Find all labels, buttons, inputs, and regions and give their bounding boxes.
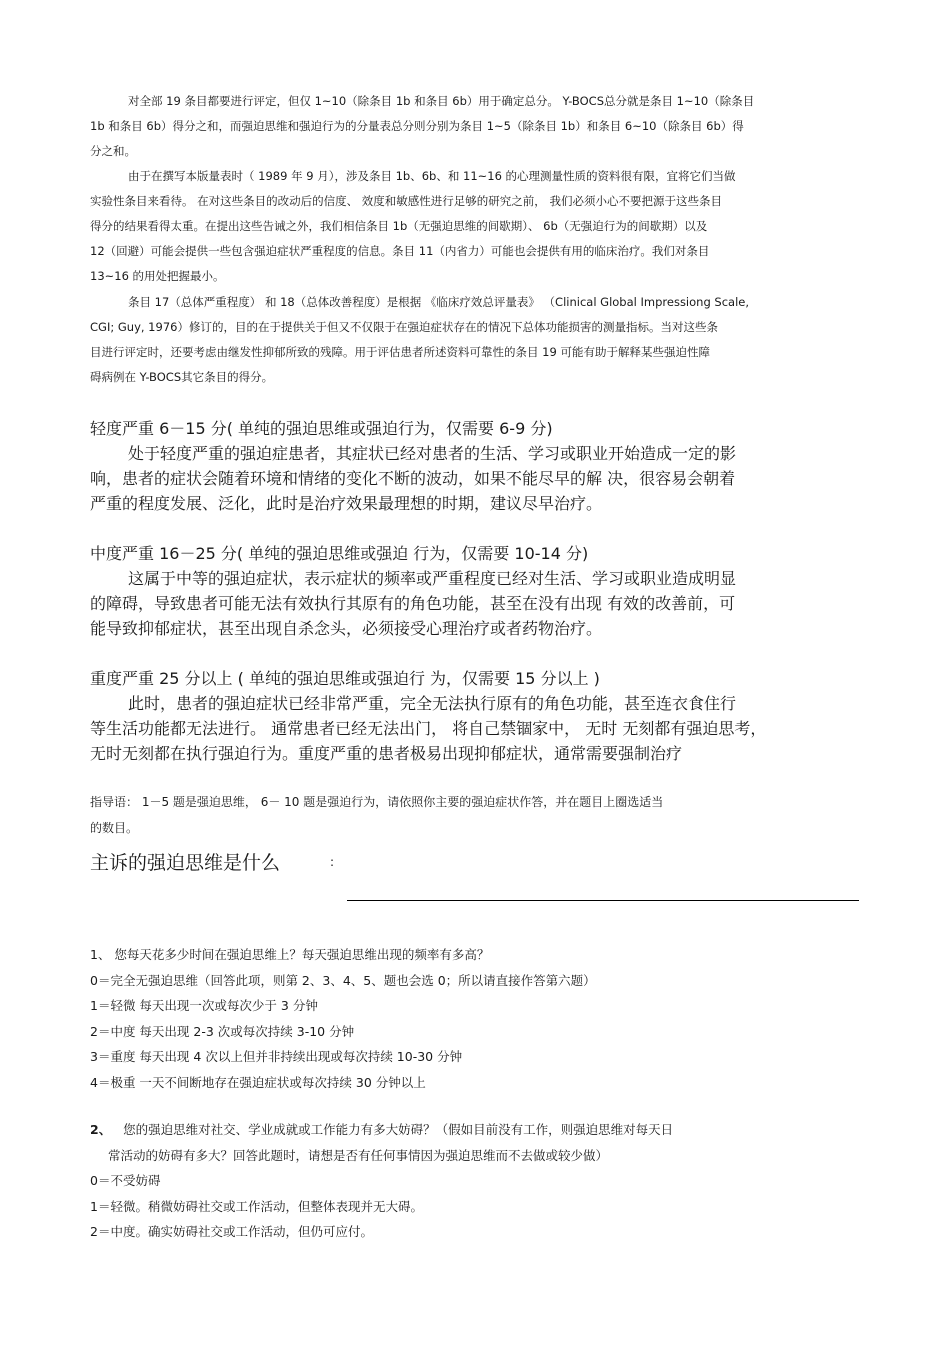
text-line: 这属于中等的强迫症状，表示症状的频率或严重程度已经对生活、学习或职业造成明显 <box>128 569 737 588</box>
intro-paragraph-1 <box>90 89 870 164</box>
text-line: 13~16 的用处把握最小。 <box>90 269 225 283</box>
question-2 <box>90 1117 890 1245</box>
severity-severe-title: 重度严重 25 分以上 ( 单纯的强迫思维或强迫行 为，仅需要 15 分以上 ) <box>90 669 600 688</box>
severity-moderate-title: 中度严重 16－25 分( 单纯的强迫思维或强迫 行为，仅需要 10-14 分) <box>90 544 589 563</box>
complaint-answer-line[interactable] <box>347 900 859 901</box>
severity-severe-section <box>90 666 870 766</box>
text-line: 的障碍，导致患者可能无法有效执行其原有的角色功能，甚至在没有出现 有效的改善前，可 <box>90 594 736 613</box>
text-line: 严重的程度发展、泛化，此时是治疗效果最理想的时期，建议尽早治疗。 <box>90 494 603 513</box>
guide-instructions <box>90 790 890 841</box>
answer-option[interactable]: 0＝完全无强迫思维（回答此项，则第 2、3、4、5、题也会选 0；所以请直接作答第六题） <box>90 972 596 988</box>
text-line: 此时，患者的强迫症状已经非常严重，完全无法执行原有的角色功能，甚至连衣食住行 <box>128 694 737 713</box>
question-2-number: 2、 <box>90 1122 112 1137</box>
text-line: 指导语： 1－5 题是强迫思维， 6－ 10 题是强迫行为，请依照你主要的强迫症状作答，并在题目上圈选适当 <box>90 795 664 809</box>
question-1 <box>90 942 890 1095</box>
complaint-colon: : <box>330 855 335 869</box>
text-line: 无时无刻都在执行强迫行为。重度严重的患者极易出现抑郁症状，通常需要强制治疗 <box>90 744 683 763</box>
text-line: 实验性条目来看待。 在对这些条目的改动后的信度、 效度和敏感性进行足够的研究之前， 我们必须小心不要把源于这些条目 <box>90 194 722 208</box>
intro-paragraph-2 <box>90 164 870 289</box>
text-line: 的数目。 <box>90 820 139 835</box>
question-2-title-line: 您的强迫思维对社交、学业成就或工作能力有多大妨碍？（假如目前没有工作，则强迫思维对每天日 <box>123 1122 674 1137</box>
answer-option[interactable]: 0＝不受妨碍 <box>90 1173 161 1188</box>
severity-mild-section <box>90 416 870 516</box>
text-line: 能导致抑郁症状，甚至出现自杀念头，必须接受心理治疗或者药物治疗。 <box>90 619 603 638</box>
text-line: CGI; Guy, 1976）修订的，目的在于提供关于但又不仅限于在强迫症状存在的情况下总体功能损害的测量指标。当对这些条 <box>90 320 718 334</box>
text-line: 碍病例在 Y-BOCS其它条目的得分。 <box>90 370 274 384</box>
severity-moderate-section <box>90 541 870 641</box>
question-2-title <box>90 1117 890 1143</box>
answer-option[interactable]: 2＝中度 每天出现 2-3 次或每次持续 3-10 分钟 <box>90 1023 355 1039</box>
text-line: 得分的结果看得太重。在提出这些告诫之外，我们相信条目 1b（无强迫思维的间歇期）、 6b（无强迫行为的间歇期）以及 <box>90 219 708 233</box>
answer-option[interactable]: 3＝重度 每天出现 4 次以上但并非持续出现或每次持续 10-30 分钟 <box>90 1049 463 1064</box>
intro-paragraph-3 <box>90 290 870 390</box>
text-line: 条目 17（总体严重程度） 和 18（总体改善程度）是根据 《临床疗效总评量表》 （Clinical Global Impressiong Scale, <box>128 295 750 309</box>
text-line: 目进行评定时，还要考虑由继发性抑郁所致的残障。用于评估患者所述资料可靠性的条目 19 可能有助于解释某些强迫性障 <box>90 345 710 359</box>
text-line: 处于轻度严重的强迫症患者，其症状已经对患者的生活、学习或职业开始造成一定的影 <box>128 444 737 463</box>
answer-option[interactable]: 1＝轻微 每天出现一次或每次少于 3 分钟 <box>90 998 318 1013</box>
answer-option[interactable]: 2＝中度。确实妨碍社交或工作活动，但仍可应付。 <box>90 1224 373 1239</box>
text-line: 分之和。 <box>90 144 136 158</box>
text-line: 12（回避）可能会提供一些包含强迫症状严重程度的信息。条目 11（内省力）可能也会提供有用的临床治疗。我们对条目 <box>90 244 710 258</box>
text-line: 对全部 19 条目都要进行评定，但仅 1~10（除条目 1b 和条目 6b）用于确定总分。 Y-BOCS总分就是条目 1~10（除条目 <box>128 94 755 108</box>
answer-option[interactable]: 1＝轻微。稍微妨碍社交或工作活动，但整体表现并无大碍。 <box>90 1198 423 1214</box>
question-2-title-line: 常活动的妨碍有多大？回答此题时，请想是否有任何事情因为强迫思维而不去做或较少做） <box>108 1147 609 1163</box>
text-line: 由于在撰写本版量表时（ 1989 年 9 月），涉及条目 1b、6b、和 11~16 的心理测量性质的资料很有限，宜将它们当做 <box>128 169 736 183</box>
severity-mild-title: 轻度严重 6－15 分( 单纯的强迫思维或强迫行为，仅需要 6-9 分) <box>90 419 553 438</box>
text-line: 1b 和条目 6b）得分之和，而强迫思维和强迫行为的分量表总分则分别为条目 1~5（除条目 1b）和条目 6~10（除条目 6b）得 <box>90 119 744 133</box>
text-line: 响，患者的症状会随着环境和情绪的变化不断的波动，如果不能尽早的解 决，很容易会朝着 <box>90 469 736 488</box>
text-line: 等生活功能都无法进行。 通常患者已经无法出门， 将自己禁锢家中， 无时 无刻都有强迫思考， <box>90 719 767 738</box>
question-1-title: 1、 您每天花多少时间在强迫思维上？每天强迫思维出现的频率有多高？ <box>90 947 490 962</box>
answer-option[interactable]: 4＝极重 一天不间断地存在强迫症状或每次持续 30 分钟以上 <box>90 1074 426 1090</box>
complaint-label: 主诉的强迫思维是什么 <box>90 852 281 874</box>
